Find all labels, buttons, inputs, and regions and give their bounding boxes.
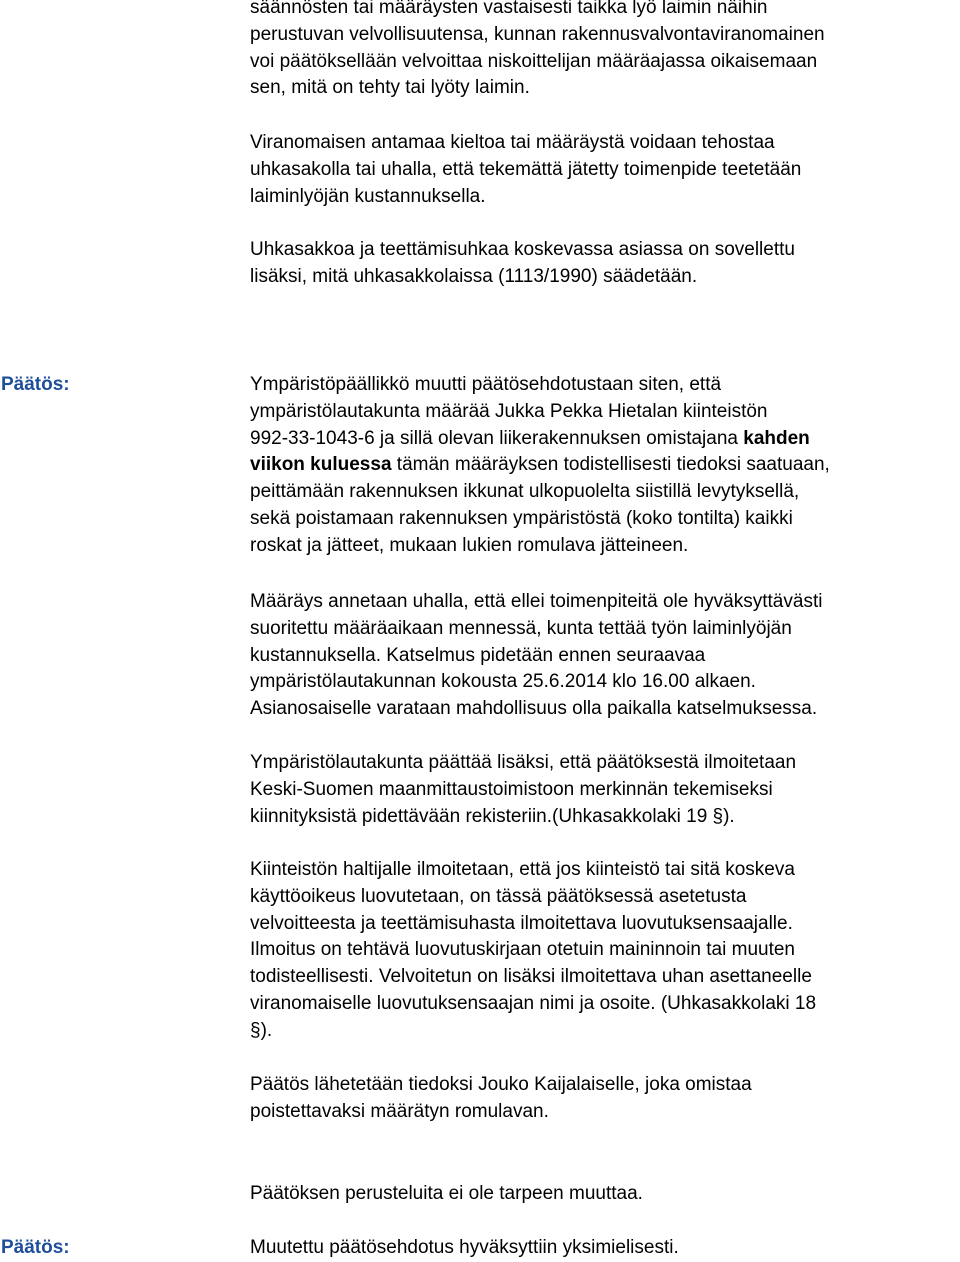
- text-line: Kiinteistön haltijalle ilmoitetaan, että jos kiinteistö tai sitä koskeva: [250, 859, 795, 880]
- text-line: §).: [250, 1019, 273, 1041]
- text-line: Muutettu päätösehdotus hyväksyttiin yksimielisesti.: [250, 1237, 679, 1258]
- text-line: uhkasakolla tai uhalla, että tekemättä jätetty toimenpide teetetään: [250, 158, 802, 180]
- paragraph-threat-inspection: [250, 589, 955, 723]
- paragraph-transfer-notice: [250, 857, 955, 1045]
- text-line: velvoitteesta ja teettämisuhasta ilmoitettava luovutuksensaajalle.: [250, 912, 793, 934]
- text-line: sen, mitä on tehty tai lyöty laimin.: [250, 77, 530, 99]
- text-line: peittämään rakennuksen ikkunat ulkopuolelta siistillä levytyksellä,: [250, 481, 800, 503]
- text-line: lisäksi, mitä uhkasakkolaissa (1113/1990) säädetään.: [250, 265, 698, 287]
- text-line: laiminlyöjän kustannuksella.: [250, 185, 486, 207]
- text-line: Keski-Suomen maanmittaustoimistoon merkinnän tekemiseksi: [250, 778, 773, 800]
- text-line: Ympäristöpäällikkö muutti päätösehdotustaan siten, että: [250, 374, 722, 395]
- text-line: poistettavaksi määrätyn romulavan.: [250, 1100, 549, 1122]
- text-segment: tämän määräyksen todistellisesti tiedoksi saatuaan,: [391, 454, 830, 476]
- text-line: kiinnityksistä pidettävään rekisteriin.(Uhkasakkolaki 19 §).: [250, 805, 735, 827]
- paragraph-justification: [250, 1181, 955, 1208]
- text-segment: 992-33-1043-6 ja sillä olevan liikerakennuksen omistajana: [250, 427, 744, 449]
- text-line: Asianosaiselle varataan mahdollisuus olla paikalla katselmuksessa.: [250, 698, 818, 720]
- text-line: Viranomaisen antamaa kieltoa tai määräystä voidaan tehostaa: [250, 132, 775, 153]
- bold-deadline-text: kahden: [743, 427, 810, 449]
- text-line: [250, 452, 955, 479]
- text-line: ympäristölautakunnan kokousta 25.6.2014 klo 16.00 alkaen.: [250, 671, 756, 693]
- paragraph-penalty-law: [250, 237, 955, 291]
- text-line: käyttöoikeus luovutetaan, on tässä päätöksessä asetetusta: [250, 885, 747, 907]
- text-line: perustuvan velvollisuutensa, kunnan rakennusvalvontaviranomainen: [250, 23, 825, 45]
- text-line: suoritettu määräaikaan mennessä, kunta tettää työn laiminlyöjän: [250, 617, 792, 639]
- text-line: Ympäristölautakunta päättää lisäksi, että päätöksestä ilmoitetaan: [250, 752, 797, 773]
- text-line: Ilmoitus on tehtävä luovutuskirjaan otetuin maininnoin tai muuten: [250, 939, 795, 961]
- decision-label: Päätös:: [1, 374, 70, 395]
- paragraph-enforcement: [250, 130, 955, 210]
- paragraph-law-continuation: [250, 0, 955, 102]
- text-line: voi päätöksellään velvoittaa niskoittelijan määräajassa oikaisemaan: [250, 50, 818, 72]
- text-line: Määräys annetaan uhalla, että ellei toimenpiteitä ole hyväksyttävästi: [250, 591, 823, 612]
- text-line: Päätös lähetetään tiedoksi Jouko Kaijalaiselle, joka omistaa: [250, 1074, 752, 1095]
- text-line: roskat ja jätteet, mukaan lukien romulava jätteineen.: [250, 534, 689, 556]
- text-line: säännösten tai määräysten vastaisesti taikka lyö laimin näihin: [250, 0, 768, 18]
- paragraph-registry-notice: [250, 750, 955, 830]
- text-line: sekä poistamaan rakennuksen ympäristöstä (koko tontilta) kaikki: [250, 507, 793, 529]
- text-line: kustannuksella. Katselmus pidetään ennen seuraavaa: [250, 644, 706, 666]
- text-line: todisteellisesti. Velvoitetun on lisäksi ilmoitettava uhan asettaneelle: [250, 966, 812, 988]
- text-line: viranomaiselle luovutuksensaajan nimi ja osoite. (Uhkasakkolaki 18: [250, 992, 817, 1014]
- paragraph-final-decision: [250, 1235, 955, 1262]
- decision-label: Päätös:: [1, 1237, 70, 1258]
- paragraph-decision-order: [250, 372, 955, 560]
- text-line: [250, 426, 955, 453]
- bold-deadline-text: viikon kuluessa: [250, 454, 392, 476]
- paragraph-notification: [250, 1072, 955, 1126]
- text-line: ympäristölautakunta määrää Jukka Pekka Hietalan kiinteistön: [250, 400, 768, 422]
- text-line: Päätöksen perusteluita ei ole tarpeen muuttaa.: [250, 1183, 643, 1204]
- text-line: Uhkasakkoa ja teettämisuhkaa koskevassa asiassa on sovellettu: [250, 239, 795, 260]
